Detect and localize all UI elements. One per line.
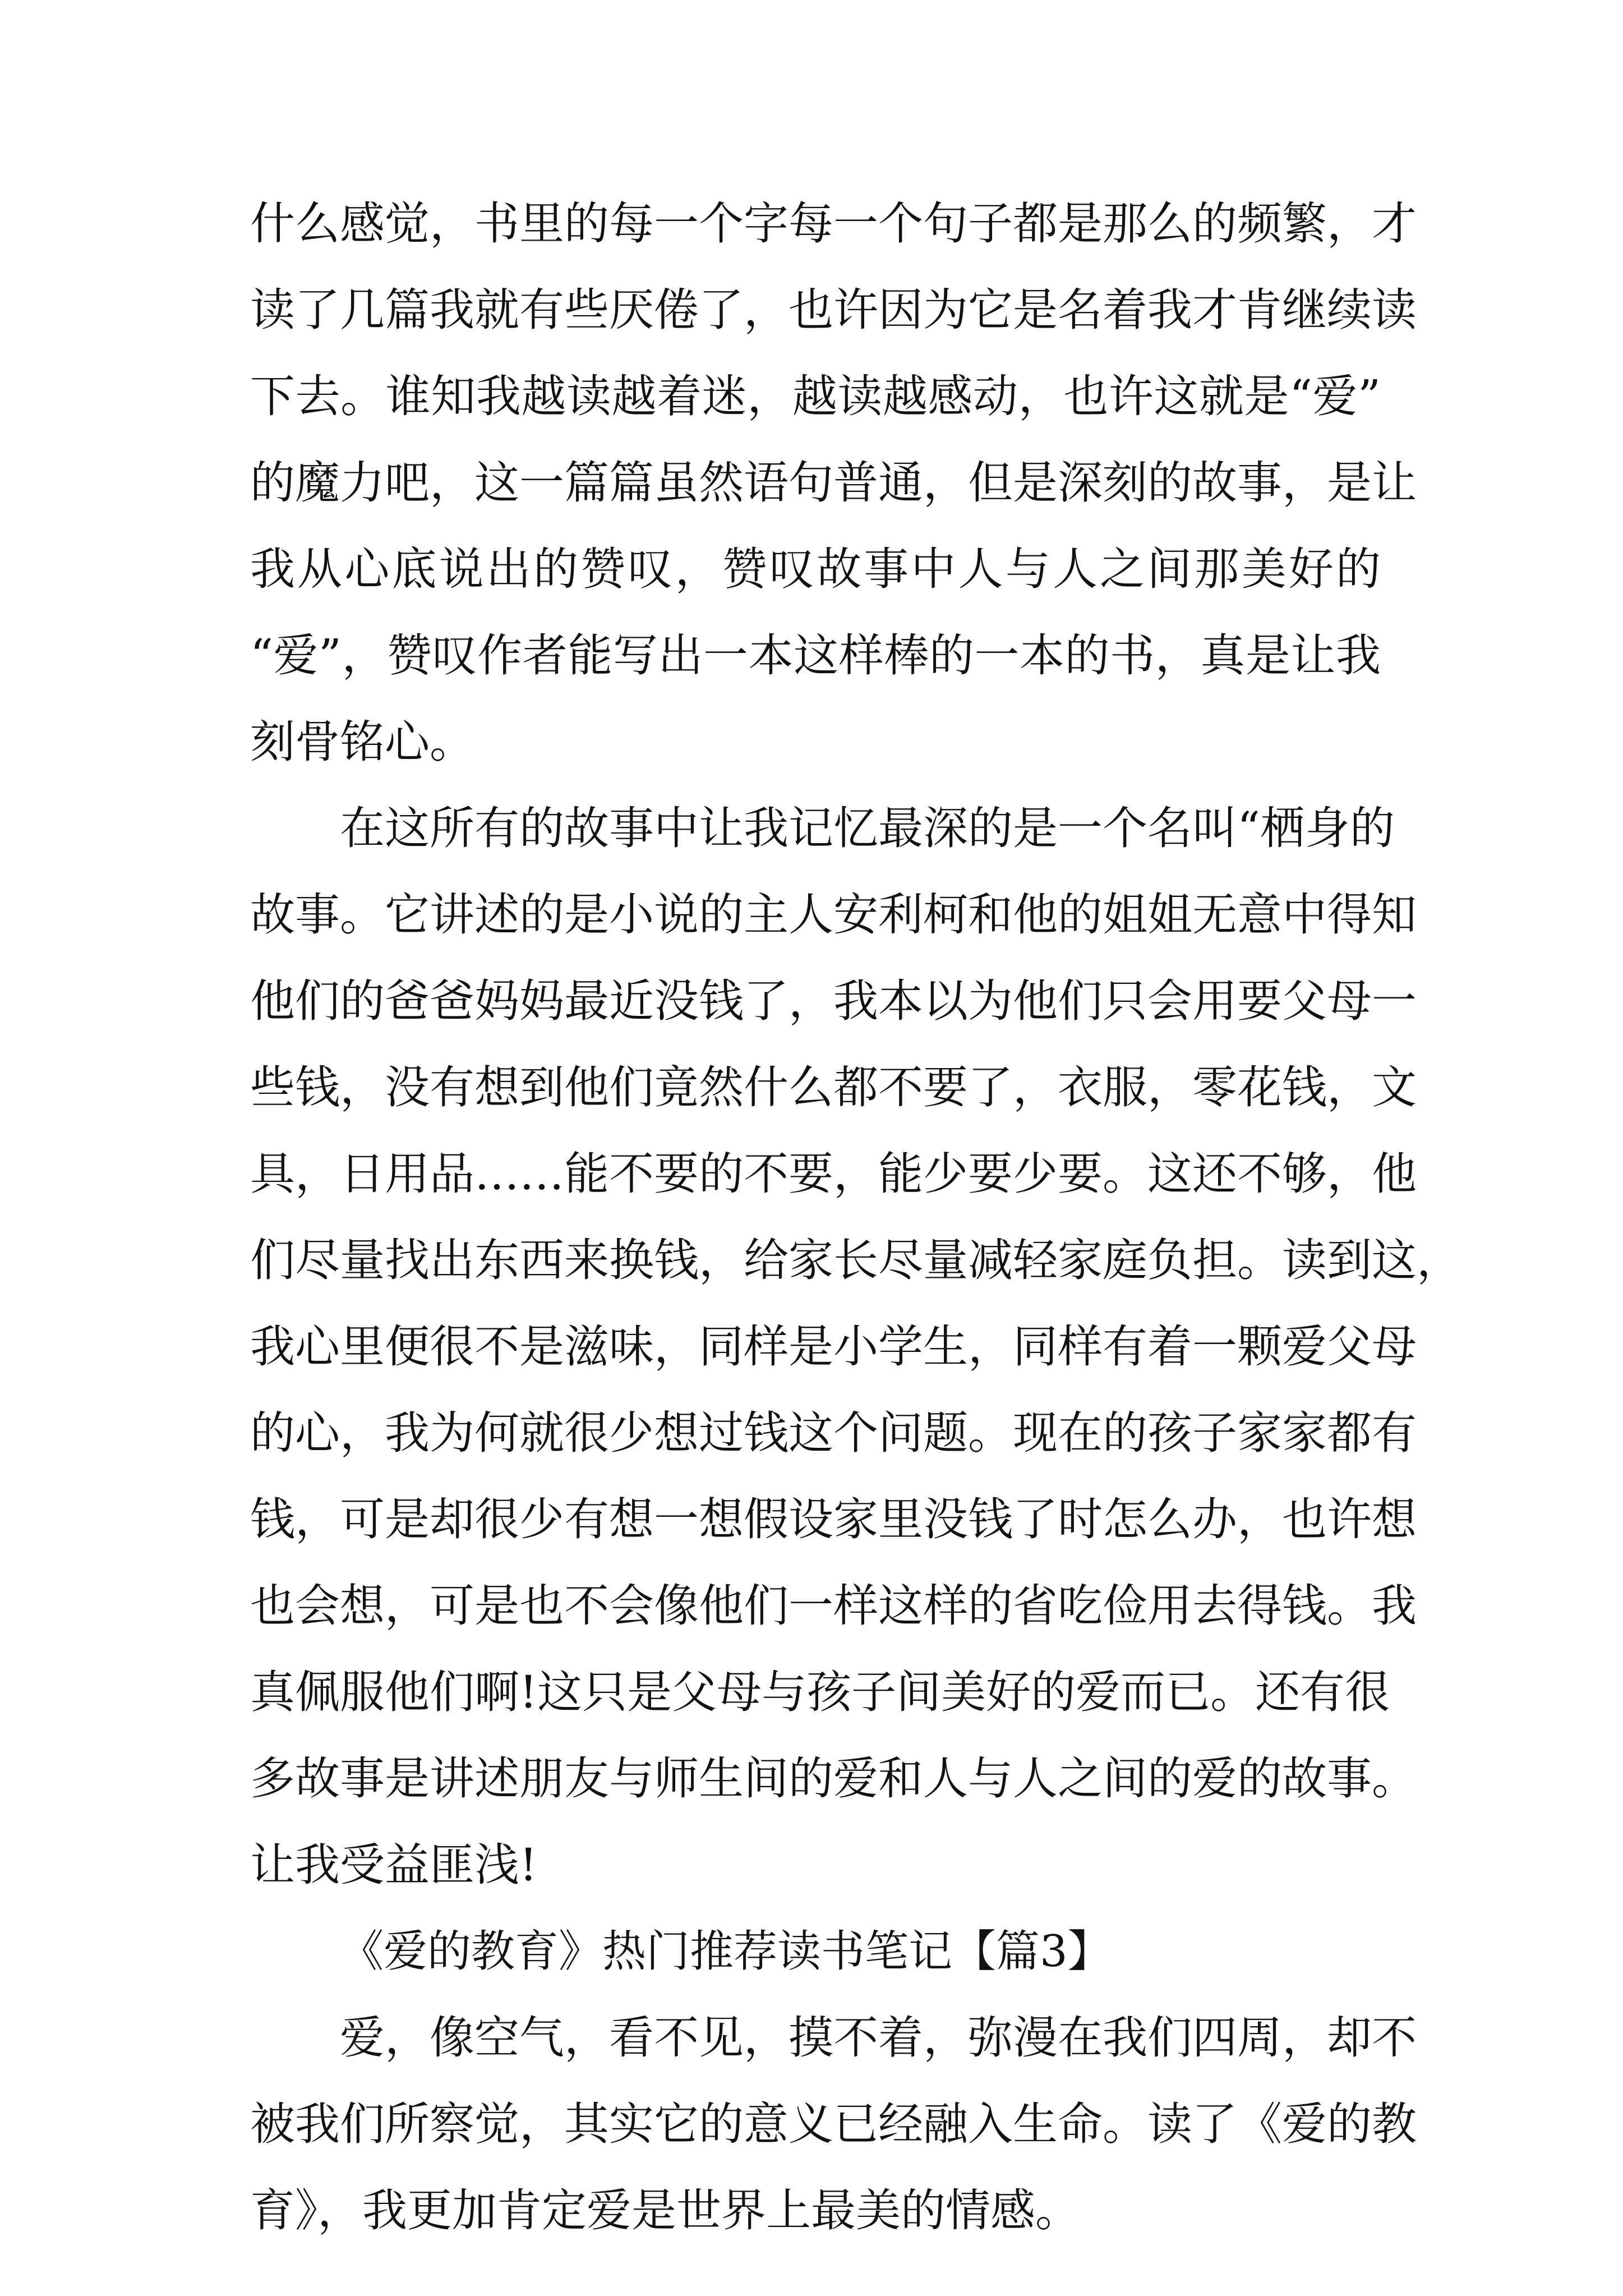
- text-line: 们尽量找出东西来换钱，给家长尽量减轻家庭负担。读到这，: [250, 1234, 1461, 1286]
- text-line: 读了几篇我就有些厌倦了，也许因为它是名着我才肯继续读: [250, 284, 1417, 336]
- text-line: 在这所有的故事中让我记忆最深的是一个名叫“栖身的: [340, 802, 1395, 854]
- text-line: 的心，我为何就很少想过钱这个问题。现在的孩子家家都有: [250, 1407, 1417, 1459]
- text-line: 些钱，没有想到他们竟然什么都不要了，衣服，零花钱，文: [250, 1061, 1417, 1114]
- text-line: 钱，可是却很少有想一想假设家里没钱了时怎么办，也许想: [250, 1493, 1417, 1545]
- text-line: 故事。它讲述的是小说的主人安利柯和他的姐姐无意中得知: [250, 889, 1417, 941]
- body-text: [250, 181, 1461, 2254]
- text-line: 具，日用品……能不要的不要，能少要少要。这还不够，他: [250, 1148, 1417, 1200]
- text-line: 多故事是讲述朋友与师生间的爱和人与人之间的爱的故事。: [250, 1752, 1417, 1805]
- text-line: 我从心底说出的赞叹，赞叹故事中人与人之间那美好的: [250, 543, 1381, 595]
- text-line: “爱”，赞叹作者能写出一本这样棒的一本的书，真是让我: [250, 629, 1381, 682]
- text-line: 被我们所察觉，其实它的意义已经融入生命。读了《爱的教: [250, 2098, 1417, 2150]
- text-line: 也会想，可是也不会像他们一样这样的省吃俭用去得钱。我: [250, 1580, 1417, 1632]
- section-heading: 《爱的教育》热门推荐读书笔记【篇3】: [340, 1926, 1112, 1977]
- text-line: 真佩服他们啊!这只是父母与孩子间美好的爱而已。还有很: [250, 1666, 1390, 1718]
- text-line: 他们的爸爸妈妈最近没钱了，我本以为他们只会用要父母一: [250, 975, 1417, 1027]
- text-line: 让我受益匪浅!: [250, 1839, 538, 1891]
- text-line: 爱，像空气，看不见，摸不着，弥漫在我们四周，却不: [340, 2012, 1417, 2064]
- text-line: 的魔力吧，这一篇篇虽然语句普通，但是深刻的故事，是让: [250, 457, 1417, 509]
- text-line: 下去。谁知我越读越着迷，越读越感动，也许这就是“爱”: [250, 370, 1381, 422]
- text-line: 刻骨铭心。: [250, 716, 474, 768]
- text-line: 我心里便很不是滋味，同样是小学生，同样有着一颗爱父母: [250, 1320, 1417, 1373]
- text-line: 什么感觉，书里的每一个字每一个句子都是那么的频繁，才: [250, 197, 1417, 250]
- text-line: 育》，我更加肯定爱是世界上最美的情感。: [250, 2184, 1080, 2237]
